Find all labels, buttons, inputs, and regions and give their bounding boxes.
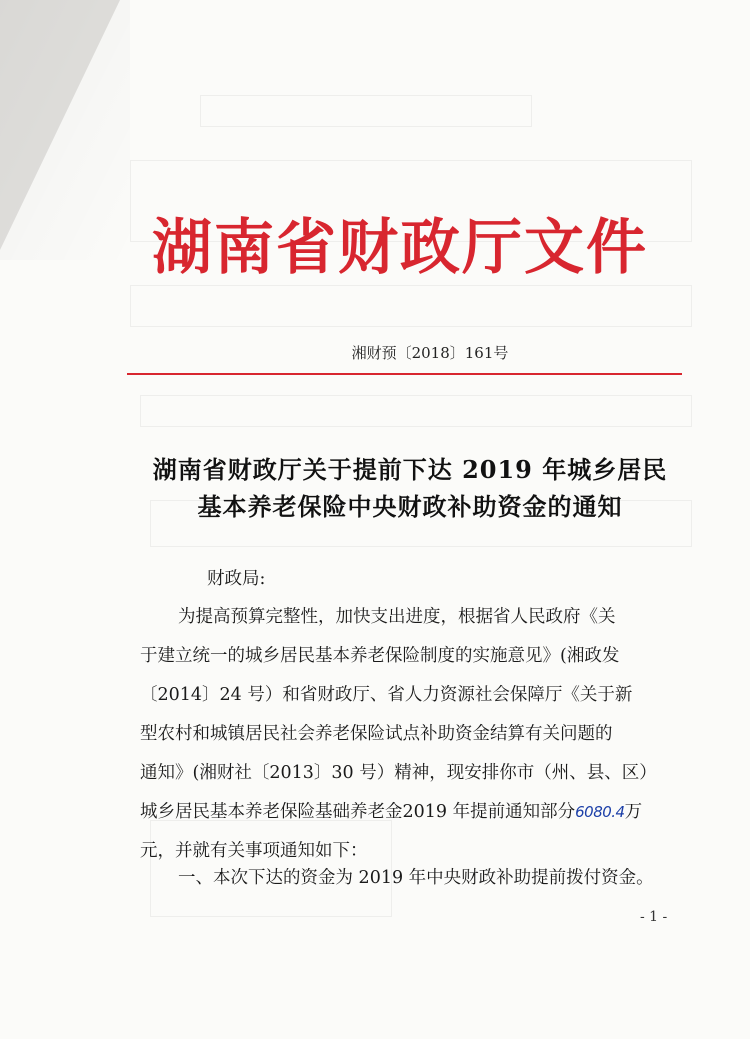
paragraph-line: 元，并就有关事项通知如下： xyxy=(140,841,368,861)
notice-title-line-2: 基本养老保险中央财政补助资金的通知 xyxy=(197,492,623,521)
unit-suffix: 万 xyxy=(624,802,643,822)
document-number: 湘财预〔2018〕161号 xyxy=(351,344,509,362)
issuer-header-title: 湖南省财政厅文件 xyxy=(152,213,648,283)
paragraph-line: 城乡居民基本养老保险基础养老金2019 年提前通知部分 xyxy=(140,802,576,822)
red-divider-line xyxy=(127,373,682,375)
paragraph-line: 型农村和城镇居民社会养老保险试点补助资金结算有关问题的 xyxy=(140,724,613,744)
item-one: 一、本次下达的资金为 2019 年中央财政补助提前拨付资金。 xyxy=(178,868,654,888)
paragraph-line: 为提高预算完整性，加快支出进度，根据省人民政府《关 xyxy=(178,607,616,627)
paragraph-line: 〔2014〕24 号）和省财政厅、省人力资源社会保障厅《关于新 xyxy=(140,685,633,705)
notice-title-line-1: 湖南省财政厅关于提前下达 2019 年城乡居民 xyxy=(152,455,668,484)
show-through-mark xyxy=(200,95,532,127)
paragraph-line-with-amount xyxy=(140,798,642,823)
salutation: 财政局: xyxy=(207,569,266,589)
page-number: - 1 - xyxy=(640,909,668,925)
show-through-mark xyxy=(140,395,692,427)
paragraph-line: 通知》(湘财社〔2013〕30 号）精神，现安排你市（州、县、区） xyxy=(140,763,657,783)
paragraph-line: 于建立统一的城乡居民基本养老保险制度的实施意见》(湘政发 xyxy=(140,646,620,666)
handwritten-amount: 6080.4 xyxy=(575,803,625,821)
show-through-mark xyxy=(130,285,692,327)
